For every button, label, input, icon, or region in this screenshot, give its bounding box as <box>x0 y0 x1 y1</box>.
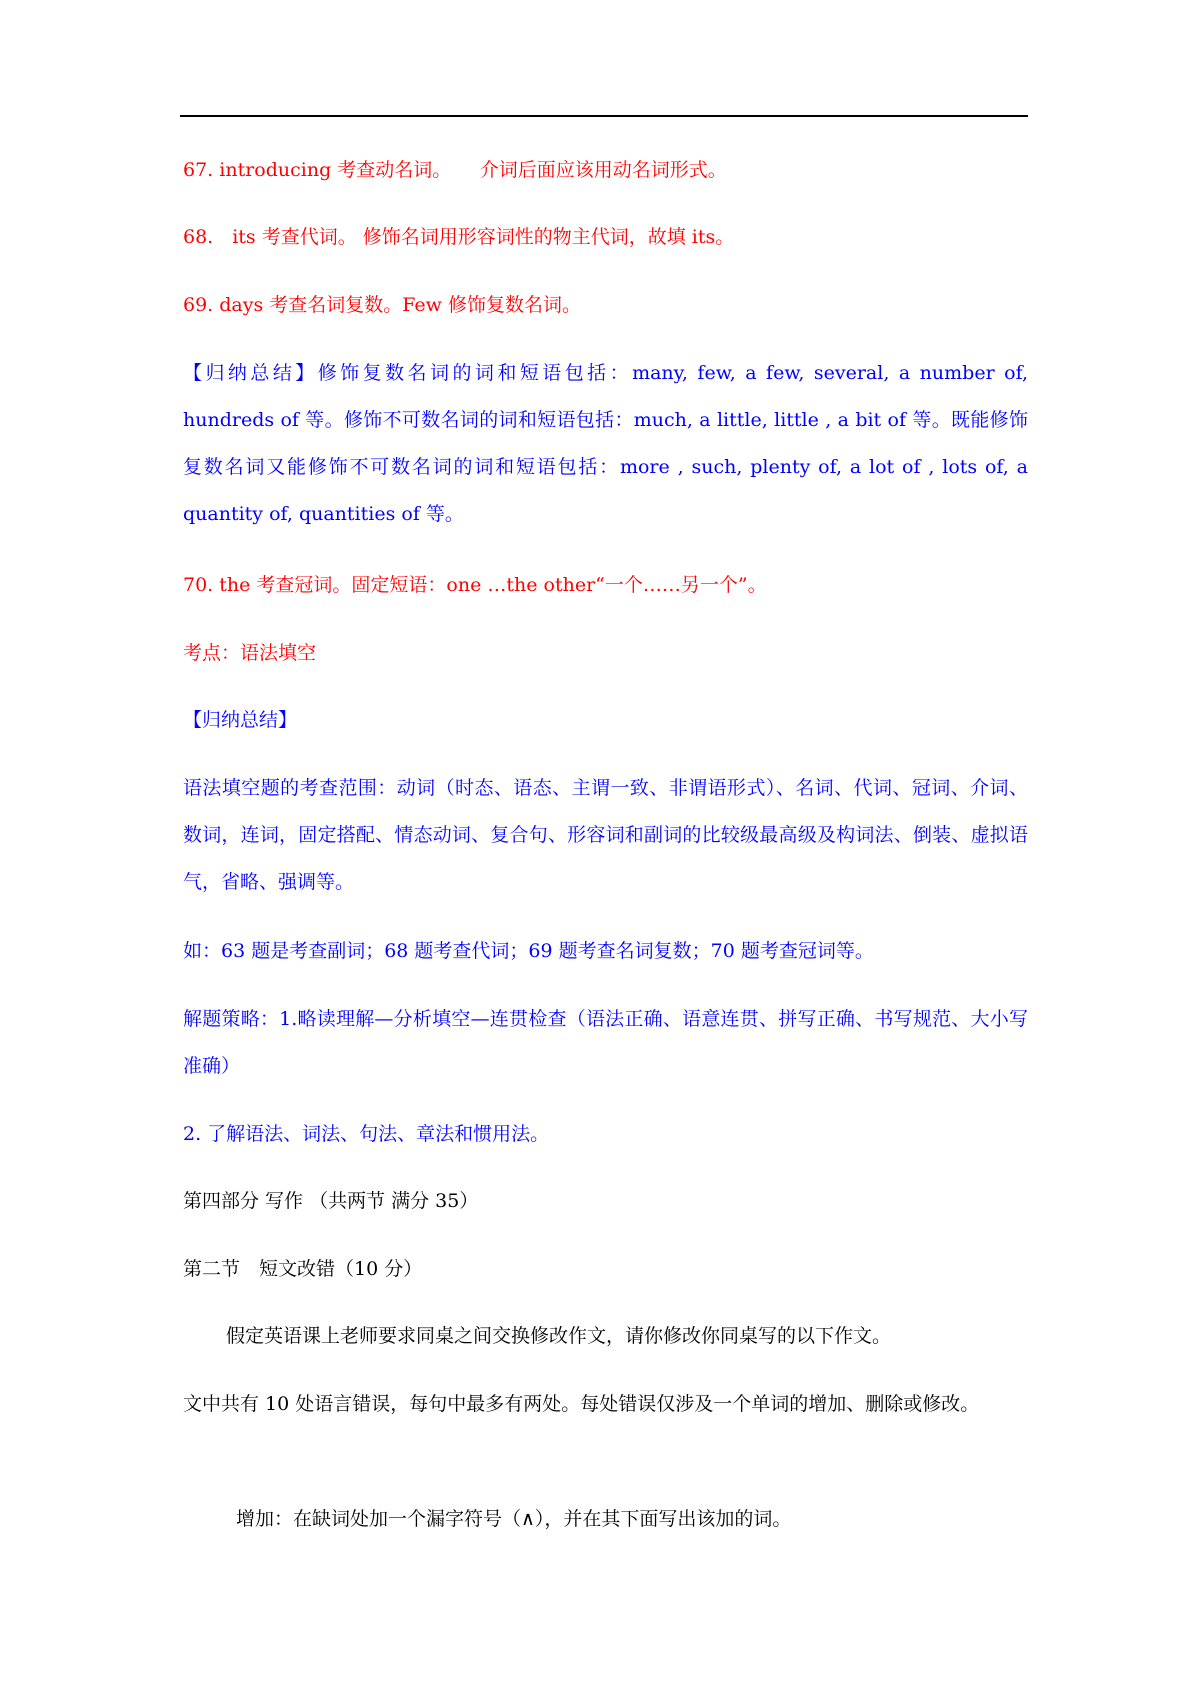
answer-68: 68. its 考查代词。 修饰名词用形容词性的物主代词，故填 its。 <box>183 226 735 248</box>
header-rule <box>180 115 1028 117</box>
add-rule: 增加：在缺词处加一个漏字符号（∧），并在其下面写出该加的词。 <box>236 1508 792 1530</box>
section2-heading: 第二节 短文改错（10 分） <box>183 1258 423 1280</box>
strategy-2: 2. 了解语法、词法、句法、章法和惯用法。 <box>183 1123 550 1145</box>
answer-69: 69. days 考查名词复数。Few 修饰复数名词。 <box>183 294 581 316</box>
part4-heading: 第四部分 写作 （共两节 满分 35） <box>183 1190 479 1212</box>
answer-67: 67. introducing 考查动名词。 介词后面应该用动名词形式。 <box>183 159 727 181</box>
intro-text: 假定英语课上老师要求同桌之间交换修改作文，请你修改你同桌写的以下作文。 <box>226 1325 892 1347</box>
summary-heading: 【归纳总结】 <box>183 709 298 731</box>
rules-text: 文中共有 10 处语言错误，每句中最多有两处。每处错误仅涉及一个单词的增加、删除或修改。 <box>183 1393 980 1415</box>
answer-70: 70. the 考查冠词。固定短语：one …the other“一个……另一个”。 <box>183 574 767 596</box>
summary-plural-nouns: 【归纳总结】修饰复数名词的词和短语包括：many, few, a few, several, a number of, hundreds of 等。修饰不可数名词的词和短语包括：much, a little, little , a bit of 等。既能修饰复数名词又能修饰不可数名词的词和短语包括：more , such, plenty of, a lot of , lots of, a quantity of, quantities of 等。 <box>183 362 1028 525</box>
grammar-scope: 语法填空题的考查范围：动词（时态、语态、主谓一致、非谓语形式）、名词、代词、冠词、介词、数词，连词，固定搭配、情态动词、复合句、形容词和副词的比较级最高级及构词法、倒装、虚拟语气，省略、强调等。 <box>183 777 1028 893</box>
example-line: 如：63 题是考查副词；68 题考查代词；69 题考查名词复数；70 题考查冠词等。 <box>183 940 874 962</box>
strategy-1: 解题策略：1.略读理解—分析填空—连贯检查（语法正确、语意连贯、拼写正确、书写规范、大小写准确） <box>183 1008 1028 1077</box>
exam-point: 考点：语法填空 <box>183 642 317 664</box>
